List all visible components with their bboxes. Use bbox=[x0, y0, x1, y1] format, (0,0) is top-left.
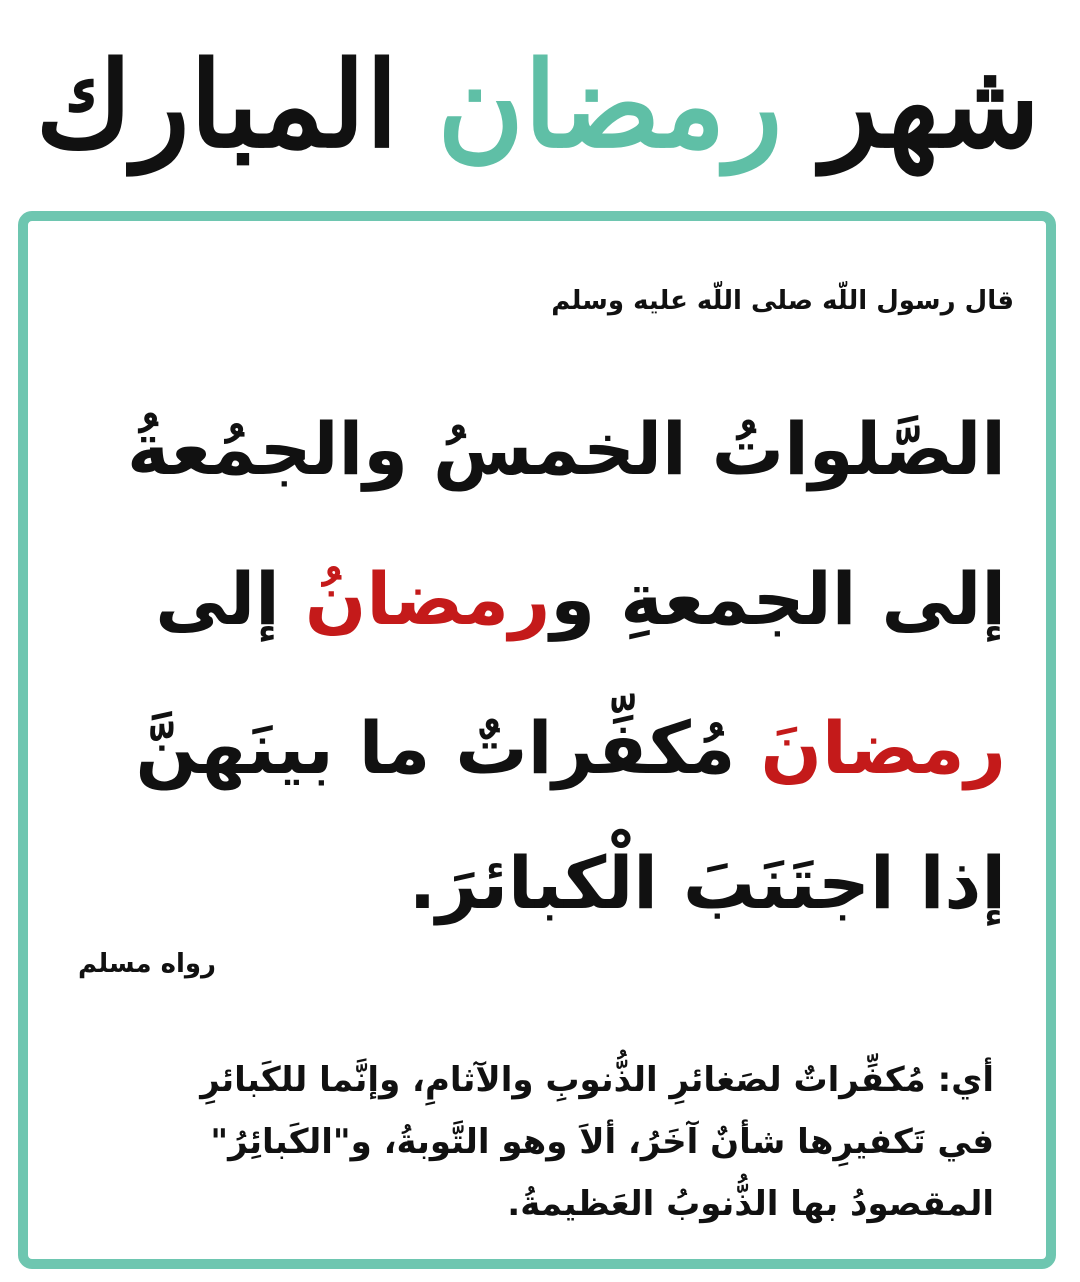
hadith-line-2 bbox=[155, 554, 1006, 644]
title-word-month: شهر bbox=[821, 35, 1040, 174]
page-title bbox=[35, 10, 1040, 200]
hadith-ramadan-1: رمضانُ bbox=[304, 557, 551, 641]
explanation-line-3: المقصودُ بها الذُّنوبُ العَظيمةُ. bbox=[507, 1184, 994, 1224]
hadith-line-3 bbox=[135, 703, 1006, 793]
hadith-line-2-start: إلى الجمعةِ و bbox=[550, 557, 1006, 641]
hadith-line-1: الصَّلواتُ الخمسُ والجمُعةُ bbox=[127, 407, 1006, 491]
content-frame bbox=[18, 211, 1056, 1269]
hadith-line-3-end: مُكفِّراتٌ ما بينَهنَّ bbox=[135, 706, 761, 790]
explanation-line-2: في تَكفيرِها شأنٌ آخَرُ، ألاَ وهو التَّوبةُ، و"الكَبائِرُ" bbox=[210, 1122, 994, 1162]
hadith-ramadan-2: رمضانَ bbox=[760, 706, 1006, 790]
title-word-ramadan: رمضان bbox=[437, 35, 783, 174]
intro-text: قال رسول اللّه صلى اللّه عليه وسلم bbox=[551, 286, 1014, 316]
hadith-line-2-end: إلى bbox=[155, 557, 305, 641]
hadith-line-4: إذا اجتَنَبَ الْكبائرَ. bbox=[408, 841, 1006, 925]
explanation-line-1: أي: مُكفِّراتٌ لصَغائرِ الذُّنوبِ والآثامِ، وإنَّما للكَبائرِ bbox=[200, 1060, 994, 1100]
source-text: رواه مسلم bbox=[78, 949, 216, 979]
title-word-blessed: المبارك bbox=[35, 35, 399, 174]
